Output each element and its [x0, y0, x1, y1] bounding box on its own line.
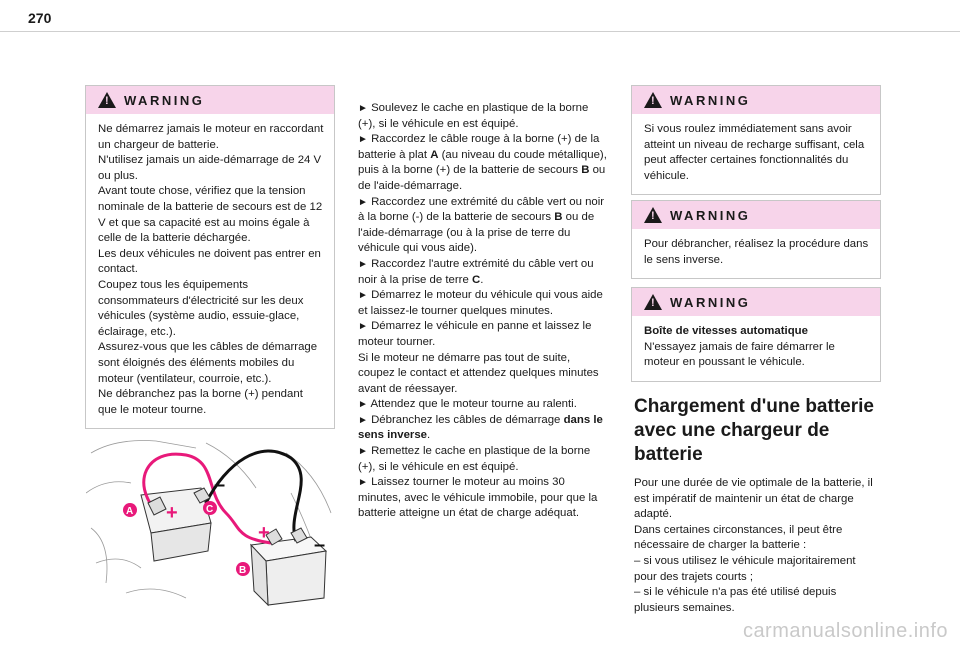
warning-line: N'utilisez jamais un aide-démarrage de 24 V ou plus.: [98, 154, 322, 182]
minus-sign-b: –: [314, 534, 326, 556]
warning-box-automatic: [631, 287, 881, 382]
warning-triangle-icon: !: [98, 92, 116, 108]
warning-line: Avant toute chose, vérifiez que la tension nominale de la batterie de secours est de 12 V et que sa capacité est au moins égale à celle de la batterie déchargée.: [98, 185, 323, 245]
warning-box-recharge: [631, 85, 881, 195]
warning-header: [632, 86, 880, 114]
warning-triangle-icon: !: [644, 294, 662, 310]
warning-title: WARNING: [670, 294, 751, 310]
step: ► Débranchez les câbles de démarrage dans le sens inverse.: [358, 413, 603, 442]
warning-title: WARNING: [670, 207, 751, 223]
step: ► Démarrez le moteur du véhicule qui vous aide et laissez-le tourner quelques minutes.: [358, 289, 603, 317]
warning-text: Si vous roulez immédiatement sans avoir atteint un niveau de recharge suffisant, cela peut affecter certaines fonctionnalités du véhicule.: [644, 123, 865, 182]
warning-triangle-icon: !: [644, 92, 662, 108]
top-rule: [0, 31, 960, 32]
step: ► Raccordez une extrémité du câble vert ou noir à la borne (-) de la batterie de secours B ou de l'aide-démarrage (ou à la prise de terre du véhicule qui vous aide).: [358, 195, 605, 255]
jump-start-illustration: [86, 433, 336, 611]
step: ► Démarrez le véhicule en panne et laissez le moteur tourner.: [358, 320, 592, 348]
warning-body: [632, 316, 880, 381]
step: ► Laissez tourner le moteur au moins 30 minutes, avec le véhicule immobile, pour que la batterie atteigne un état de charge adéquat.: [358, 476, 598, 520]
warning-title: WARNING: [124, 92, 205, 108]
paragraph: Dans certaines circonstances, il peut être nécessaire de charger la batterie :: [634, 523, 843, 552]
step: ► Raccordez le câble rouge à la borne (+) de la batterie à plat A (au niveau du coude métallique), puis à la borne (+) de la batterie de secours B ou de l'aide-démarrage.: [358, 133, 607, 192]
label-a: A: [126, 506, 134, 517]
minus-sign-a: –: [214, 474, 226, 496]
plus-sign-b: +: [258, 522, 270, 544]
step-note: Si le moteur ne démarre pas tout de suite, coupez le contact et attendez quelques minutes avant de réessayer.: [358, 351, 599, 395]
paragraph: – si le véhicule n'a pas été utilisé depuis plusieurs semaines.: [634, 586, 837, 614]
step: ► Attendez que le moteur tourne au ralenti.: [358, 398, 577, 411]
warning-triangle-icon: !: [644, 207, 662, 223]
plus-sign-a: +: [166, 502, 178, 524]
step: ► Remettez le cache en plastique de la borne (+), si le véhicule en est équipé.: [358, 445, 591, 473]
warning-header: [632, 201, 880, 229]
label-b: B: [239, 565, 247, 576]
warning-header: [632, 288, 880, 316]
warning-text: Pour débrancher, réalisez la procédure dans le sens inverse.: [644, 238, 869, 266]
warning-body: [632, 114, 880, 194]
warning-box-disconnect: [631, 200, 881, 279]
paragraph: – si vous utilisez le véhicule majoritairement pour des trajets courts ;: [634, 554, 856, 583]
warning-body: [86, 114, 334, 428]
warning-text: N'essayez jamais de faire démarrer le moteur en poussant le véhicule.: [644, 340, 835, 369]
section-heading: Chargement d'une batterie avec une chargeur de batterie: [634, 396, 874, 465]
warning-header: [86, 86, 334, 114]
warning-body: [632, 229, 880, 278]
page-number: 270: [28, 10, 52, 26]
procedure-steps: [358, 101, 608, 522]
paragraph: Pour une durée de vie optimale de la batterie, il est impératif de maintenir un état de charge adapté.: [634, 477, 873, 521]
warning-line: Les deux véhicules ne doivent pas entrer en contact.: [98, 247, 321, 276]
step: ► Soulevez le cache en plastique de la borne (+), si le véhicule en est équipé.: [358, 102, 589, 130]
warning-line: Ne démarrez jamais le moteur en raccordant un chargeur de batterie.: [98, 123, 324, 151]
warning-subtitle: Boîte de vitesses automatique: [644, 325, 808, 337]
section-text: [634, 476, 880, 616]
warning-title: WARNING: [670, 92, 751, 108]
warning-line: Assurez-vous que les câbles de démarrage sont éloignés des éléments mobiles du moteur (ventilateur, courroie, etc.).: [98, 341, 318, 385]
watermark: carmanualsonline.info: [742, 620, 948, 642]
step: ► Raccordez l'autre extrémité du câble vert ou noir à la prise de terre C.: [358, 257, 594, 286]
label-c: C: [206, 504, 214, 515]
warning-line: Coupez tous les équipements consommateurs d'électricité sur les deux véhicules (système audio, essuie-glace, éclairage, etc.).: [98, 278, 304, 338]
warning-line: Ne débranchez pas la borne (+) pendant que le moteur tourne.: [98, 388, 303, 416]
charging-section: [634, 395, 880, 616]
warning-box-left: [85, 85, 335, 429]
